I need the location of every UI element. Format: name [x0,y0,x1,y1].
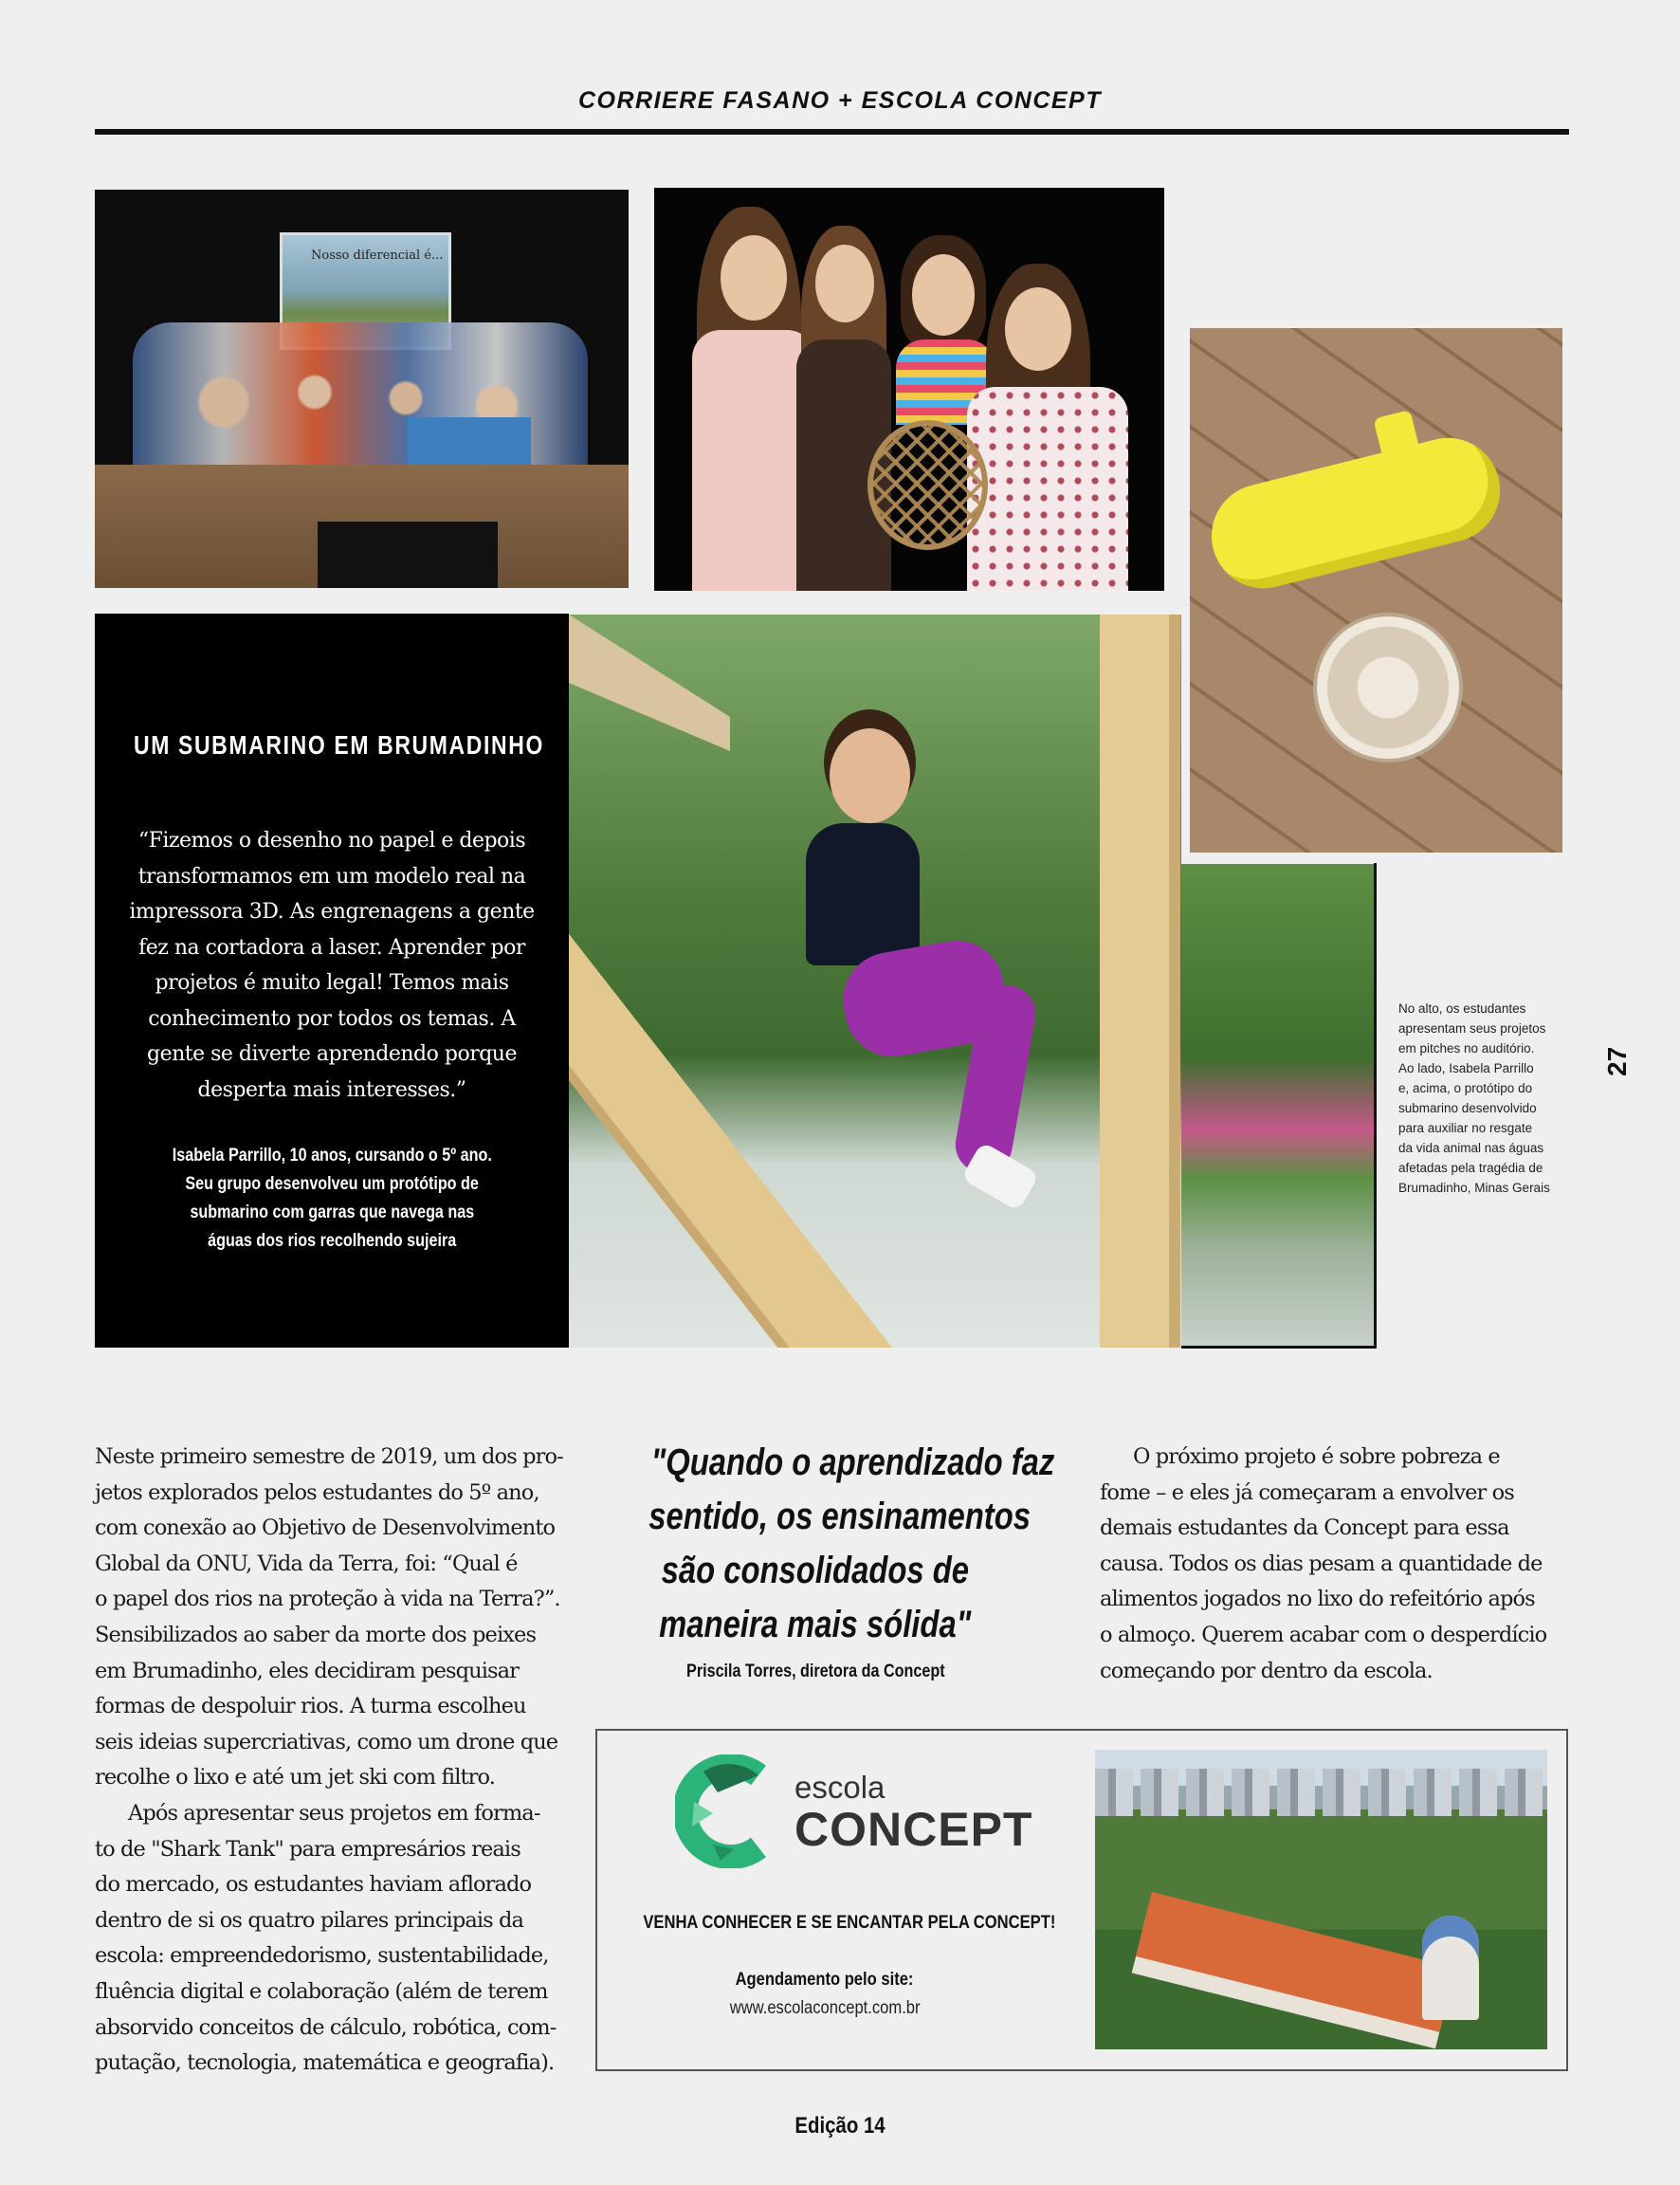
article-line: alimentos jogados no lixo do refeitório após [1100,1587,1535,1612]
photo-isabela-on-beam [569,615,1181,1348]
ad-brand-large: CONCEPT [794,1803,1033,1856]
city-skyline [1095,1769,1547,1816]
river-model [408,417,531,465]
caption-line: submarino desenvolvido [1398,1101,1537,1115]
wooden-post [1100,615,1180,1348]
girl-1-face [721,235,787,321]
ad-schedule-text: Agendamento pelo site: [736,1969,914,1990]
ad-tagline [607,1912,1056,1934]
footer-edition [0,2113,1680,2139]
ad-photo-campus [1095,1750,1547,2049]
article-line: fome – e eles já começaram a envolver os [1100,1479,1514,1505]
article-column-right [1100,1440,1569,1689]
article-line: absorvido conceitos de cálculo, robótica, com- [95,2014,557,2040]
girl-4-blouse [967,387,1128,591]
article-line: Global da ONU, Vida da Terra, foi: “Qual é [95,1551,518,1576]
header-rule [95,129,1569,135]
attribution-text: Priscila Torres, diretora da Concept [685,1662,945,1681]
author-line: submarino com garras que navega nas [190,1203,474,1222]
article-line: putação, tecnologia, matemática e geografia). [95,2050,555,2076]
photo-caption [1398,999,1560,1198]
ad-schedule-label [607,1969,1043,1991]
photo-girls-presenting [654,188,1164,591]
article-line: o almoço. Querem acabar com o desperdício [1100,1622,1547,1647]
quote-text [119,823,545,1108]
article-line: o papel dos rios na proteção à vida na Terra?”. [95,1587,560,1612]
article-line: com conexão ao Objetivo de Desenvolvimento [95,1515,556,1541]
laser-cut-gear [1313,613,1463,762]
pergola-roof [569,615,730,842]
quote-line: desperta mais interesses.” [197,1077,466,1102]
girl-3-face [912,254,975,336]
pull-quote-attribution [607,1662,1024,1682]
quote-line: conhecimento por todos os temas. A [148,1006,516,1031]
article-line: jetos explorados pelos estudantes do 5º ano, [95,1479,539,1505]
article-line: Sensibilizados ao saber da morte dos peixes [95,1622,537,1647]
pull-quote-line: maneira mais sólida" [659,1604,972,1645]
quote-line: fez na cortadora a laser. Aprender por [138,935,525,960]
caption-line: No alto, os estudantes [1398,1001,1526,1016]
article-column-left [95,1440,569,2082]
quote-line: impressora 3D. As engrenagens a gente [129,900,535,924]
caption-line: em pitches no auditório. [1398,1041,1535,1056]
caption-line: e, acima, o protótipo do [1398,1081,1533,1095]
ad-url-link[interactable]: www.escolaconcept.com.br [729,1997,921,2018]
school-dome [1422,1916,1479,2020]
article-line: Após apresentar seus projetos em forma- [128,1800,540,1826]
quote-line: transformamos em um modelo real na [137,864,526,889]
article-line: em Brumadinho, eles decidiram pesquisar [95,1658,520,1683]
pull-quote-line: "Quando o aprendizado faz [650,1441,1055,1483]
girl-4-face [1005,287,1071,371]
girl-head [830,728,910,823]
wooden-globe-prototype [867,420,988,550]
concept-logo-icon [675,1754,775,1868]
caption-line: Brumadinho, Minas Gerais [1398,1181,1550,1195]
caption-line: apresentam seus projetos [1398,1021,1546,1036]
yellow-submarine [1200,427,1510,599]
caption-line: afetadas pela tragédia de [1398,1161,1543,1175]
quote-line: projetos é muito legal! Temos mais [155,971,509,995]
author-line: Isabela Parrillo, 10 anos, cursando o 5º ano. [172,1146,492,1166]
article-line: causa. Todos os dias pesam a quantidade de [1100,1551,1543,1576]
school-building [1136,1892,1455,2032]
article-line: Neste primeiro semestre de 2019, um dos pro- [95,1444,563,1469]
article-line: seis ideias supercriativas, como um drone que [95,1729,558,1754]
caption-line: para auxiliar no resgate [1398,1121,1533,1135]
caption-line: da vida animal nas águas [1398,1141,1544,1155]
article-line: demais estudantes da Concept para essa [1100,1515,1509,1541]
quote-author [133,1142,531,1256]
quote-line: gente se diverte aprendendo porque [147,1042,517,1066]
girl-shirt [806,823,920,965]
quote-heading: UM SUBMARINO EM BRUMADINHO [134,730,544,760]
ad-url[interactable] [607,1997,1043,2019]
article-line: formas de despoluir rios. A turma escolheu [95,1694,526,1719]
speaker-box [318,522,498,588]
article-line: do mercado, os estudantes haviam aflorado [95,1872,532,1898]
screen-text: Nosso diferencial é... [311,248,444,263]
photo-auditorium [95,190,629,588]
girl-2-face [815,245,874,322]
header-title: CORRIERE FASANO + ESCOLA CONCEPT [578,87,1102,114]
caption-line: Ao lado, Isabela Parrillo [1398,1061,1534,1075]
pull-quote-line: são consolidados de [661,1550,970,1591]
page-number: 27 [1602,1046,1632,1076]
footer-edition-text: Edição 14 [794,2113,886,2139]
article-line: to de "Shark Tank" para empresários reais [95,1836,520,1862]
article-line: O próximo projeto é sobre pobreza e [1133,1444,1500,1469]
quote-line: “Fizemos o desenho no papel e depois [137,829,526,853]
article-line: fluência digital e colaboração (além de terem [95,1978,548,2004]
author-line: Seu grupo desenvolveu um protótipo de [185,1174,479,1194]
author-line: águas dos rios recolhendo sujeira [207,1231,457,1251]
article-line: dentro de si os quatro pilares principais da [95,1907,524,1933]
article-line: começando por dentro da escola. [1100,1658,1433,1683]
article-line: escola: empreendedorismo, sustentabilidade, [95,1943,549,1969]
ad-brand-small: escola [794,1770,886,1805]
photo-submarine-prototype [1190,328,1562,853]
pull-quote-line: sentido, os ensinamentos [648,1496,1032,1537]
pull-quote [607,1436,1055,1652]
article-line: recolhe o lixo e até um jet ski com filtro. [95,1765,495,1790]
ad-tagline-text: VENHA CONHECER E SE ENCANTAR PELA CONCEPT! [643,1912,1056,1933]
photo-border [1181,863,1377,1349]
